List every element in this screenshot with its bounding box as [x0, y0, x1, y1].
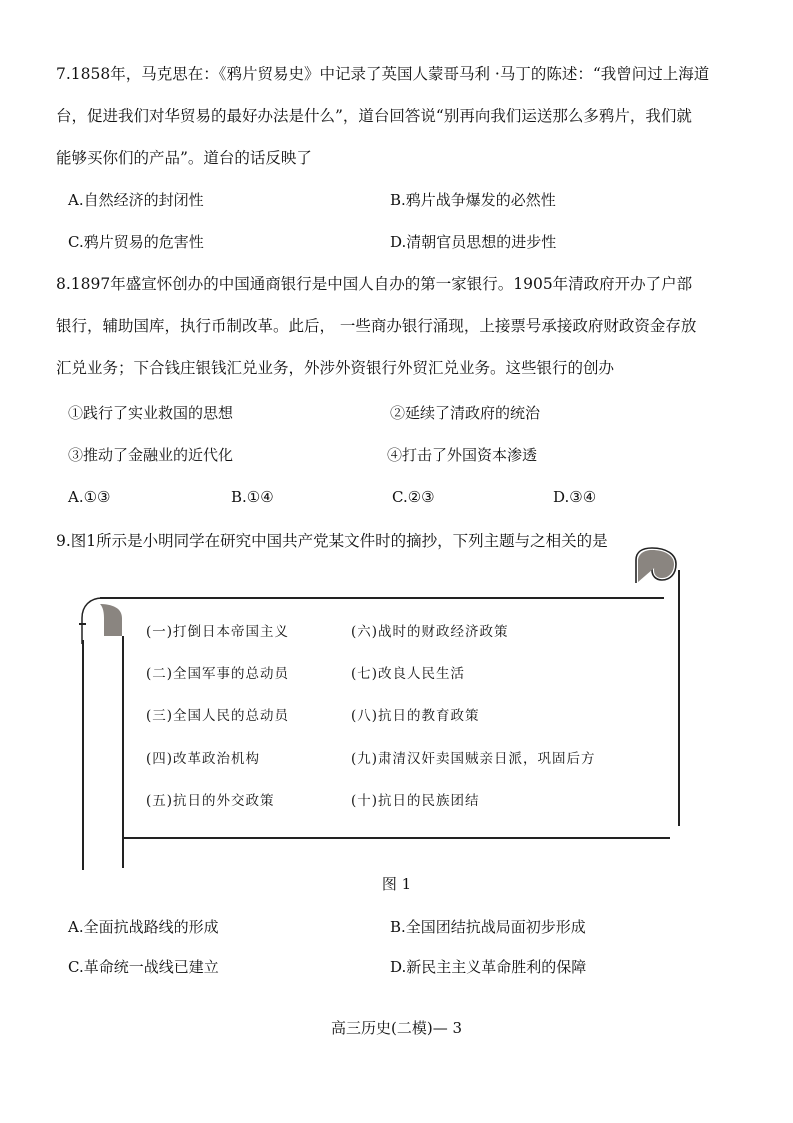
q7-option-d: D.清朝官员思想的进步性	[390, 233, 557, 251]
q7-stem-line-1: 7.1858年，马克思在：《鸦片贸易史》中记录了英国人蒙哥马利 ·马丁的陈述：“我曾问过上海道	[56, 65, 710, 83]
figure-item-1: (一)打倒日本帝国主义	[146, 624, 290, 640]
figure-item-8: (八)抗日的教育政策	[351, 708, 480, 724]
q7-stem-line-2: 台，促进我们对华贸易的最好办法是什么”，道台回答说“别再向我们运送那么多鸦片，我们就	[56, 107, 692, 125]
scroll-left-curl-icon	[76, 596, 126, 646]
q9-option-a: A.全面抗战路线的形成	[68, 918, 219, 936]
q7-option-c: C.鸦片贸易的危害性	[68, 233, 204, 251]
q8-statement-4: ④打击了外国资本渗透	[387, 446, 538, 464]
q8-stem-line-1: 8.1897年盛宣怀创办的中国通商银行是中国人自办的第一家银行。1905年清政府开办了户部	[56, 275, 693, 293]
figure-item-4: (四)改革政治机构	[146, 751, 261, 767]
q7-option-b: B.鸦片战争爆发的必然性	[390, 191, 556, 209]
q8-option-a: A.①③	[68, 488, 111, 506]
q9-option-c: C.革命统一战线已建立	[68, 958, 219, 976]
figure-item-3: (三)全国人民的总动员	[146, 708, 290, 724]
q8-statement-2: ②延续了清政府的统治	[390, 404, 541, 422]
figure-item-9: (九)肃清汉奸卖国贼亲日派，巩固后方	[351, 751, 596, 767]
q9-option-d: D.新民主主义革命胜利的保障	[390, 958, 587, 976]
q7-stem-line-3: 能够买你们的产品”。道台的话反映了	[56, 149, 312, 167]
q8-option-c: C.②③	[392, 488, 435, 506]
q8-option-b: B.①④	[231, 488, 274, 506]
figure-item-10: (十)抗日的民族团结	[351, 793, 480, 809]
figure-item-2: (二)全国军事的总动员	[146, 666, 290, 682]
scroll-bottom-edge	[122, 837, 670, 839]
q8-option-d: D.③④	[553, 488, 597, 506]
scroll-top-right-curl-icon	[632, 546, 680, 584]
figure-item-5: (五)抗日的外交政策	[146, 793, 275, 809]
figure-caption: 图 1	[381, 875, 412, 893]
figure-item-7: (七)改良人民生活	[351, 666, 466, 682]
q9-option-b: B.全国团结抗战局面初步形成	[390, 918, 586, 936]
q9-stem-line-1: 9.图1所示是小明同学在研究中国共产党某文件时的摘抄，下列主题与之相关的是	[56, 532, 608, 550]
q8-stem-line-3: 汇兑业务；下合钱庄银钱汇兑业务，外涉外资银行外贸汇兑业务。这些银行的创办	[56, 359, 615, 377]
q7-option-a: A.自然经济的封闭性	[68, 191, 204, 209]
scroll-left-edge-outer	[82, 640, 84, 870]
q8-stem-line-2: 银行，辅助国库，执行币制改革。此后， 一些商办银行涌现，上接票号承接政府财政资金存放	[56, 317, 697, 335]
page-footer: 高三历史(二模)— 3	[330, 1019, 463, 1037]
q8-statement-1: ①践行了实业救国的思想	[68, 404, 234, 422]
figure-item-6: (六)战时的财政经济政策	[351, 624, 509, 640]
scroll-top-edge	[100, 597, 664, 599]
scroll-left-edge-inner	[122, 636, 124, 868]
scroll-right-edge	[678, 570, 680, 826]
q8-statement-3: ③推动了金融业的近代化	[68, 446, 234, 464]
